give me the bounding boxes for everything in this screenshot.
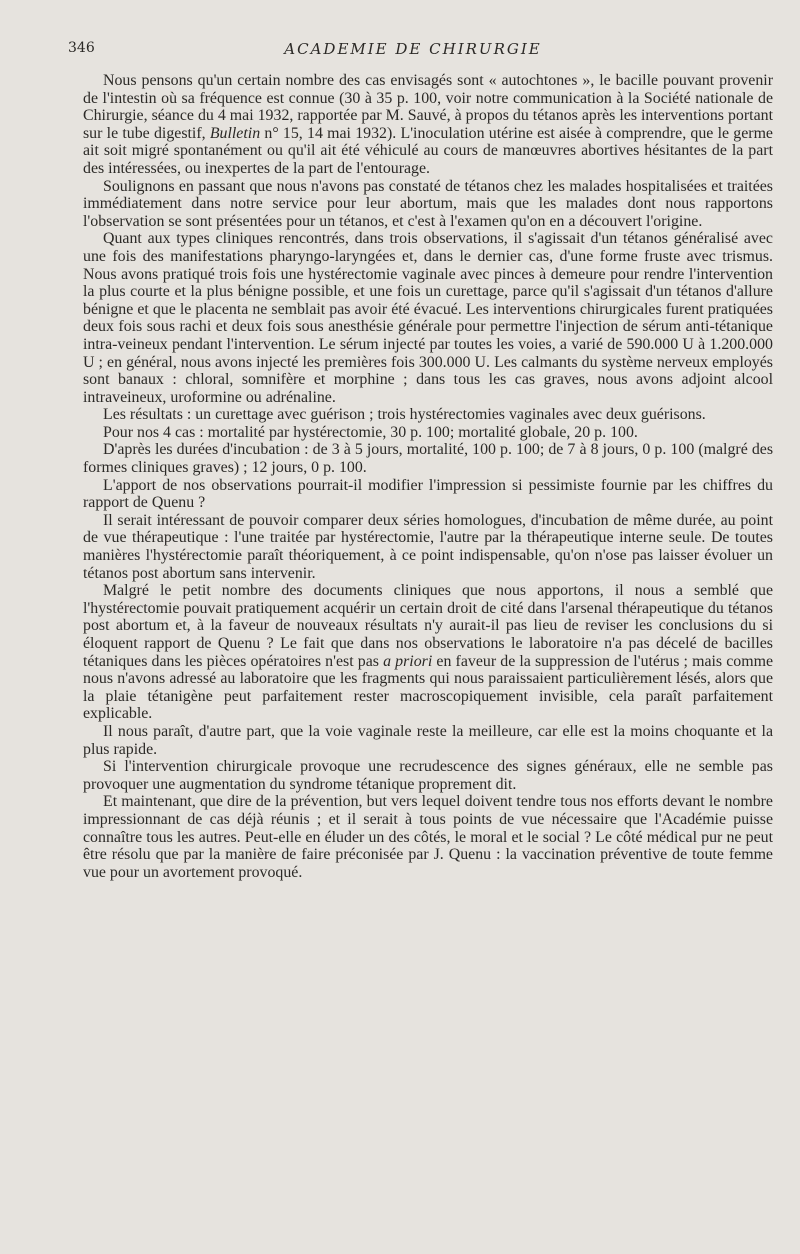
paragraph: [83, 758, 773, 793]
paragraph: [83, 178, 773, 231]
page-header: [68, 40, 758, 64]
paragraph: [83, 582, 773, 723]
text-run: Si l'intervention chirurgicale provoque une recrudescence des signes généraux, elle ne semble pas provoquer une augmentation du syndrome tétanique proprement dit.: [83, 758, 773, 793]
italic-text: Bulletin: [209, 124, 261, 142]
text-run: Quant aux types cliniques rencontrés, dans trois observations, il s'agissait d'un tétanos généralisé avec une fois des manifestations pharyngo-laryngées et, dans le dernier cas, d'une forme fruste avec trismus. Nous avons pratiqué trois fois une hystérectomie vaginale avec pinces à demeure pour rendre l'intervention la plus courte et la plus bénigne possible, et une fois un curettage, parce qu'il s'agissait d'un tétanos d'allure bénigne et que le placenta ne semblait pas avoir été évacué. Les interventions chirurgicales furent pratiquées deux fois sous rachi et deux fois sous anesthésie générale pour permettre l'injection de sérum anti-tétanique intra-veineux pendant l'intervention. Le sérum injecté par toutes les voies, a varié de 590.000 U à 1.200.000 U ; en général, nous avons injecté les premières fois 300.000 U. Les calmants du système nerveux employés sont banaux : chloral, somnifère et morphine ; dans tous les cas graves, nous avons adjoint alcool intraveineux, uroformine ou adrénaline.: [83, 230, 773, 406]
paragraph: [83, 512, 773, 582]
body-text: [83, 72, 773, 881]
text-run: Nous pensons qu'un certain nombre des cas envisagés sont « autochtones », le bacille pouvant provenir de l'intestin où sa fréquence est connue (30 à 35 p. 100, voir notre communication à la Société nationale de Chirurgie, séance du 4 mai 1932, rapportée par M. Sauvé, à propos du tétanos après les interventions portant sur le tube digestif,: [83, 72, 773, 142]
text-run: en faveur de la suppression de l'utérus ; mais comme nous n'avons adressé au laboratoire que les fragments qui nous paraissaient particulièrement lésés, alors que la plaie tétanigène peut parfaitement rester macroscopiquement invisible, cela paraît parfaitement explicable.: [83, 652, 773, 723]
italic-text: a priori: [383, 652, 433, 670]
paragraph: [83, 793, 773, 881]
text-run: Il nous paraît, d'autre part, que la voie vaginale reste la meilleure, car elle est la moins choquante et la plus rapide.: [83, 722, 773, 758]
text-run: Les résultats : un curettage avec guérison ; trois hystérectomies vaginales avec deux guérisons.: [103, 406, 706, 424]
paragraph: [83, 441, 773, 476]
text-run: Il serait intéressant de pouvoir comparer deux séries homologues, d'incubation de même durée, au point de vue thérapeutique : l'une traitée par hystérectomie, l'autre par la thérapeutique interne seule. De toutes manières l'hystérectomie paraît théoriquement, à ce point indispensable, qu'on n'ose pas laisser évoluer un tétanos post abortum sans intervenir.: [83, 511, 773, 582]
text-run: Et maintenant, que dire de la prévention, but vers lequel doivent tendre tous nos efforts devant le nombre impressionnant de cas déjà réunis ; et il serait à tous points de vue nécessaire que l'Académie puisse connaître tous les autres. Peut-elle en éluder un des côtés, le moral et le social ? Le côté médical pur ne peut être résolu que par la manière de faire préconisée par J. Quenu : la vaccination préventive de toute femme vue pour un avortement provoqué.: [83, 793, 773, 881]
page-number: 346: [68, 40, 95, 56]
text-run: Malgré le petit nombre des documents cliniques que nous apportons, il nous a semblé que l'hystérectomie pouvait pratiquement acquérir un certain droit de cité dans l'arsenal thérapeutique du tétanos post abortum et, à la faveur de nouveaux résultats n'y aurait-il pas lieu de reviser les conclusions du si éloquent rapport de Quenu ? Le fait que dans nos observations le laboratoire n'a pas décelé de bacilles tétaniques dans les pièces opératoires n'est pas: [83, 582, 773, 670]
text-run: Soulignons en passant que nous n'avons pas constaté de tétanos chez les malades hospitalisées et traitées immédiatement dans notre service pour leur abortum, mais que les malades dont nous rapportons l'observation se sont présentées pour un tétanos, et c'est à l'examen qu'on en a découvert l'origine.: [83, 177, 773, 230]
paragraph: [83, 723, 773, 758]
paragraph: [83, 424, 773, 442]
paragraph: [83, 406, 773, 424]
running-title: ACADEMIE DE CHIRURGIE: [284, 40, 542, 58]
text-run: L'apport de nos observations pourrait-il modifier l'impression si pessimiste fournie par les chiffres du rapport de Quenu ?: [83, 476, 773, 512]
text-run: Pour nos 4 cas : mortalité par hystérectomie, 30 p. 100; mortalité globale, 20 p. 100.: [103, 423, 638, 441]
paragraph: [83, 72, 773, 178]
text-run: n° 15, 14 mai 1932). L'inoculation utérine est aisée à comprendre, que le germe ait soit migré spontanément ou qu'il ait été véhiculé au cours de manœuvres abortives hésitantes de la part des intéressées, ou inexpertes de la part de l'entourage.: [83, 124, 773, 177]
text-run: D'après les durées d'incubation : de 3 à 5 jours, mortalité, 100 p. 100; de 7 à 8 jours, 0 p. 100 (malgré des formes cliniques graves) ; 12 jours, 0 p. 100.: [83, 441, 773, 477]
paragraph: [83, 230, 773, 406]
paragraph: [83, 477, 773, 512]
